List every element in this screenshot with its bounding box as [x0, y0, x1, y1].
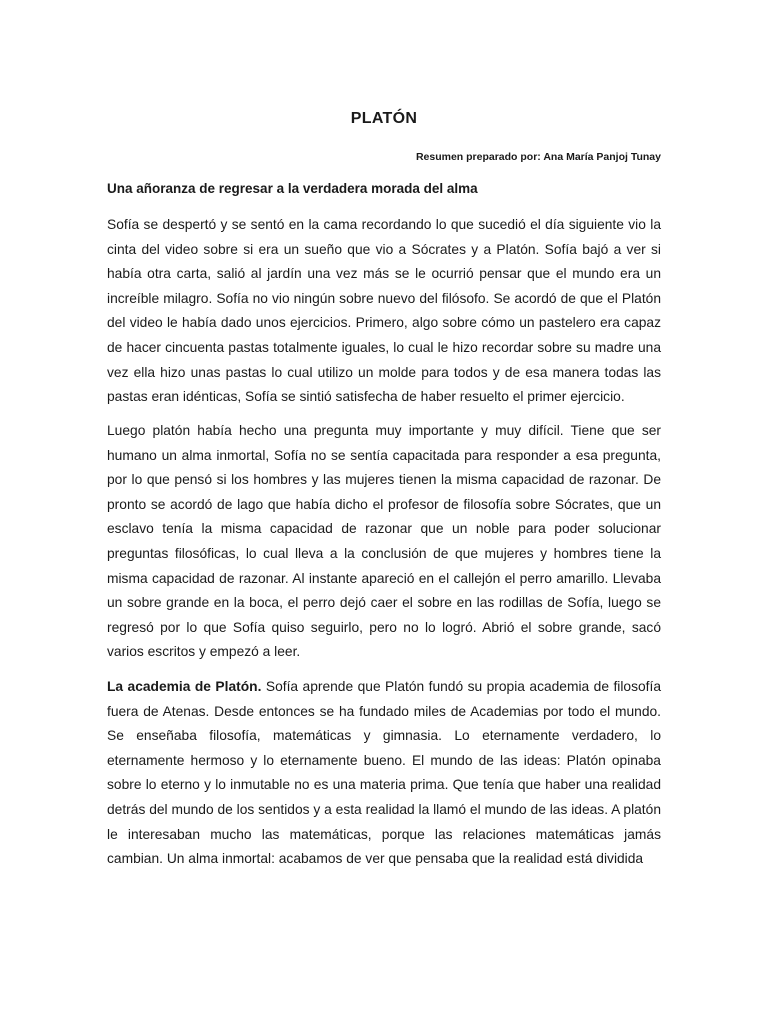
paragraph-2: Luego platón había hecho una pregunta muy importante y muy difícil. Tiene que ser humano un alma inmortal, Sofía no se sentía capacitada para responder a esa pregunta, por lo que pensó si los hombres y las mujeres tienen la misma capacidad de razonar. De pronto se acordó de lago que había dicho el profesor de filosofía sobre Sócrates, que un esclavo tenía la misma capacidad de razonar que un noble para poder solucionar preguntas filosóficas, lo cual lleva a la conclusión de que mujeres y hombres tiene la misma capacidad de razonar. Al instante apareció en el callejón el perro amarillo. Llevaba un sobre grande en la boca, el perro dejó caer el sobre en las rodillas de Sofía, luego se regresó por lo que Sofía quiso seguirlo, pero no lo logró. Abrió el sobre grande, sacó varios escritos y empezó a leer. [107, 423, 661, 660]
paragraph-3-lead: La academia de Platón. [107, 679, 262, 694]
paragraph-1: Sofía se despertó y se sentó en la cama recordando lo que sucedió el día siguiente vio la cinta del video sobre si era un sueño que vio a Sócrates y a Platón. Sofía bajó a ver si había otra carta, salió al jardín una vez más se le ocurrió pensar que el mundo era un increíble milagro. Sofía no vio ningún sobre nuevo del filósofo. Se acordó de que el Platón del video le había dado unos ejercicios. Primero, algo sobre cómo un pastelero era capaz de hacer cincuenta pastas totalmente iguales, lo cual le hizo recordar sobre su madre una vez ella hizo unas pastas lo cual utilizo un molde para todos y de esa manera todas las pastas eran idénticas, Sofía se sintió satisfecha de haber resuelto el primer ejercicio. [107, 217, 661, 405]
paragraph-3-body: Sofía aprende que Platón fundó su propia academia de filosofía fuera de Atenas. Desde entonces se ha fundado miles de Academias por todo el mundo. Se enseñaba filosofía, matemáticas y gimnasia. Lo eternamente verdadero, lo eternamente hermoso y lo eternamente bueno. El mundo de las ideas: Platón opinaba sobre lo eterno y lo inmutable no es una materia prima. Que tenía que haber una realidad detrás del mundo de los sentidos y a esta realidad la llamó el mundo de las ideas. A platón le interesaban mucho las matemáticas, porque las relaciones matemáticas jamás cambian. Un alma inmortal: acabamos de ver que pensaba que la realidad está dividida [107, 679, 661, 867]
author-line: Resumen preparado por: Ana María Panjoj Tunay [415, 151, 661, 163]
paragraph-3 [107, 675, 661, 872]
document-title: PLATÓN [350, 110, 418, 127]
section-heading: Una añoranza de regresar a la verdadera morada del alma [107, 181, 478, 196]
